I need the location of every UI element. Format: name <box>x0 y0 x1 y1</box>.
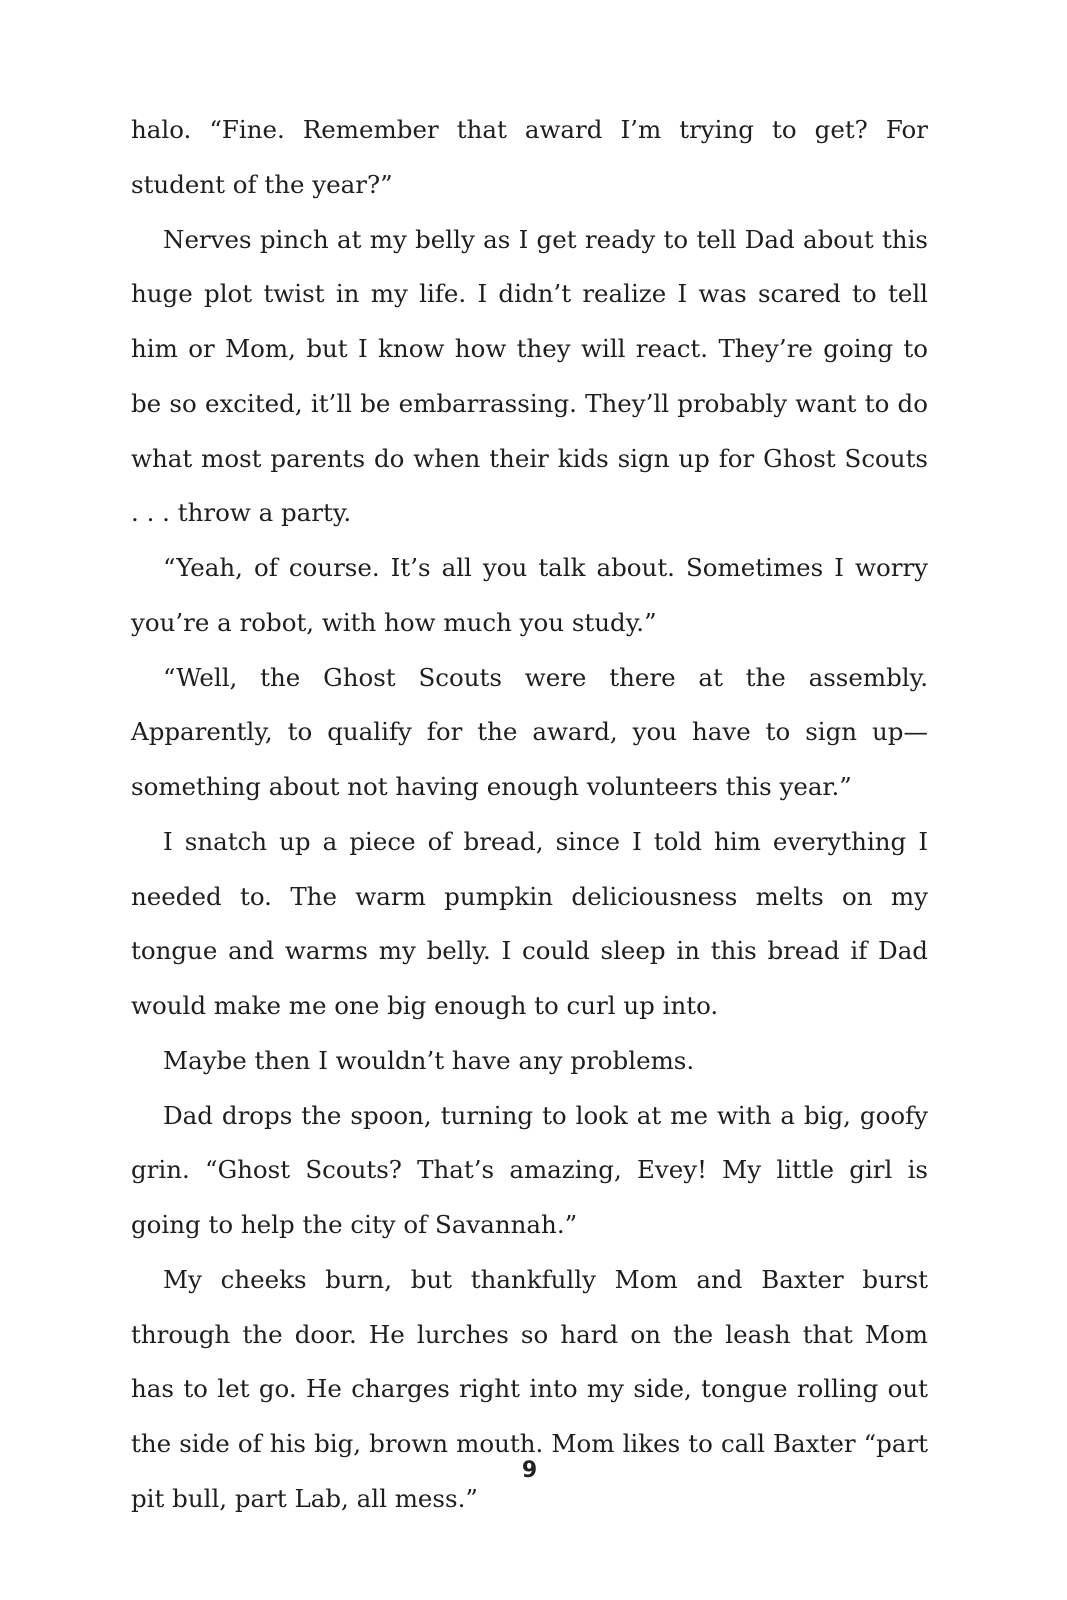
paragraph: Dad drops the spoon, turning to look at me with a big, goofy grin. “Ghost Scouts? That’s amazing, Evey! My little girl is going to help the city of Savannah.” <box>131 1100 928 1239</box>
paragraph-continuation: halo. “Fine. Remember that award I’m trying to get? For student of the year?” <box>131 115 928 199</box>
paragraph: “Well, the Ghost Scouts were there at the assembly. Apparently, to qualify for the award, you have to sign up—something about not having enough volunteers this year.” <box>131 662 928 801</box>
paragraph: Nerves pinch at my belly as I get ready to tell Dad about this huge plot twist in my life. I didn’t realize I was scared to tell him or Mom, but I know how they will react. They’re going to be so excited, it’ll be embarrassing. They’ll probably want to do what most parents do when their kids sign up for Ghost Scouts . . . throw a party. <box>131 224 928 528</box>
body-text <box>131 103 928 1527</box>
paragraph: I snatch up a piece of bread, since I told him everything I needed to. The warm pumpkin deliciousness melts on my tongue and warms my belly. I could sleep in this bread if Dad would make me one big enough to curl up into. <box>131 826 928 1020</box>
paragraph: “Yeah, of course. It’s all you talk about. Sometimes I worry you’re a robot, with how much you study.” <box>131 553 928 637</box>
page-number: 9 <box>521 1458 538 1483</box>
paragraph: Maybe then I wouldn’t have any problems. <box>163 1045 695 1075</box>
paragraph: My cheeks burn, but thankfully Mom and Baxter burst through the door. He lurches so hard on the leash that Mom has to let go. He charges right into my side, tongue rolling out the side of his big, brown mouth. Mom likes to call Baxter “part pit bull, part Lab, all mess.” <box>131 1264 928 1513</box>
